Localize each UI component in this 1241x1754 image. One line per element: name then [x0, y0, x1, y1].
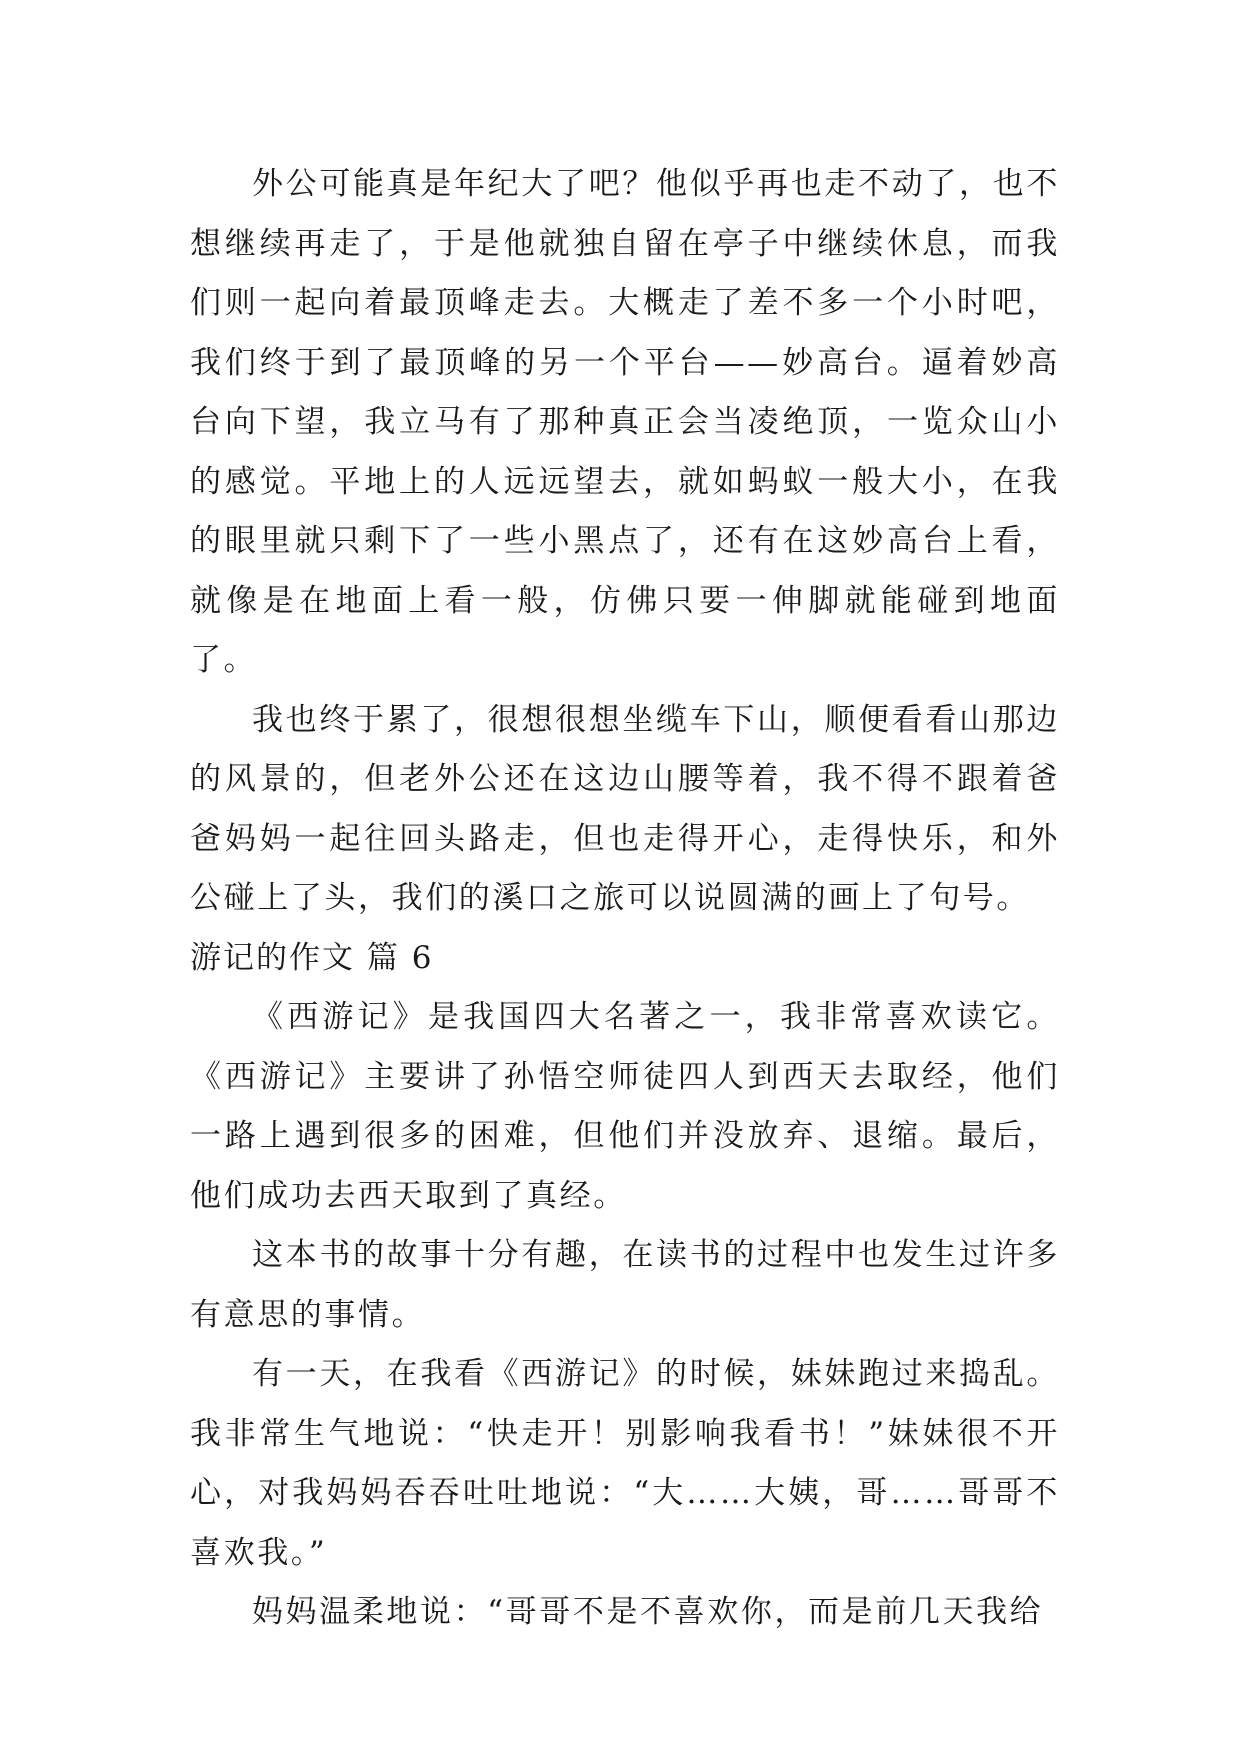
section-heading: 游记的作文 篇 6	[190, 939, 434, 976]
paragraph: 有一天，在我看《西游记》的时候，妹妹跑过来捣乱。我非常生气地说：“快走开！别影响我看书！”妹妹很不开心，对我妈妈吞吞吐吐地说：“大……大姨，哥……哥哥不喜欢我。”	[190, 1356, 1060, 1571]
paragraph: 外公可能真是年纪大了吧？他似乎再也走不动了，也不想继续再走了，于是他就独自留在亭子中继续休息，而我们则一起向着最顶峰走去。大概走了差不多一个小时吧，我们终于到了最顶峰的另一个平台——妙高台。逼着妙高台向下望，我立马有了那种真正会当凌绝顶，一览众山小的感觉。平地上的人远远望去，就如蚂蚁一般大小，在我的眼里就只剩下了一些小黑点了，还有在这妙高台上看，就像是在地面上看一般，仿佛只要一伸脚就能碰到地面了。	[190, 166, 1060, 678]
paragraph: 这本书的故事十分有趣，在读书的过程中也发生过许多有意思的事情。	[190, 1237, 1060, 1333]
document-body	[190, 155, 1060, 1643]
paragraph: 《西游记》是我国四大名著之一，我非常喜欢读它。《西游记》主要讲了孙悟空师徒四人到西天去取经，他们一路上遇到很多的困难，但他们并没放弃、退缩。最后，他们成功去西天取到了真经。	[190, 999, 1060, 1214]
paragraph: 我也终于累了，很想很想坐缆车下山，顺便看看山那边的风景的，但老外公还在这边山腰等着，我不得不跟着爸爸妈妈一起往回头路走，但也走得开心，走得快乐，和外公碰上了头，我们的溪口之旅可以说圆满的画上了句号。	[190, 701, 1060, 916]
paragraph: 妈妈温柔地说：“哥哥不是不喜欢你，而是前几天我给	[252, 1594, 1044, 1630]
